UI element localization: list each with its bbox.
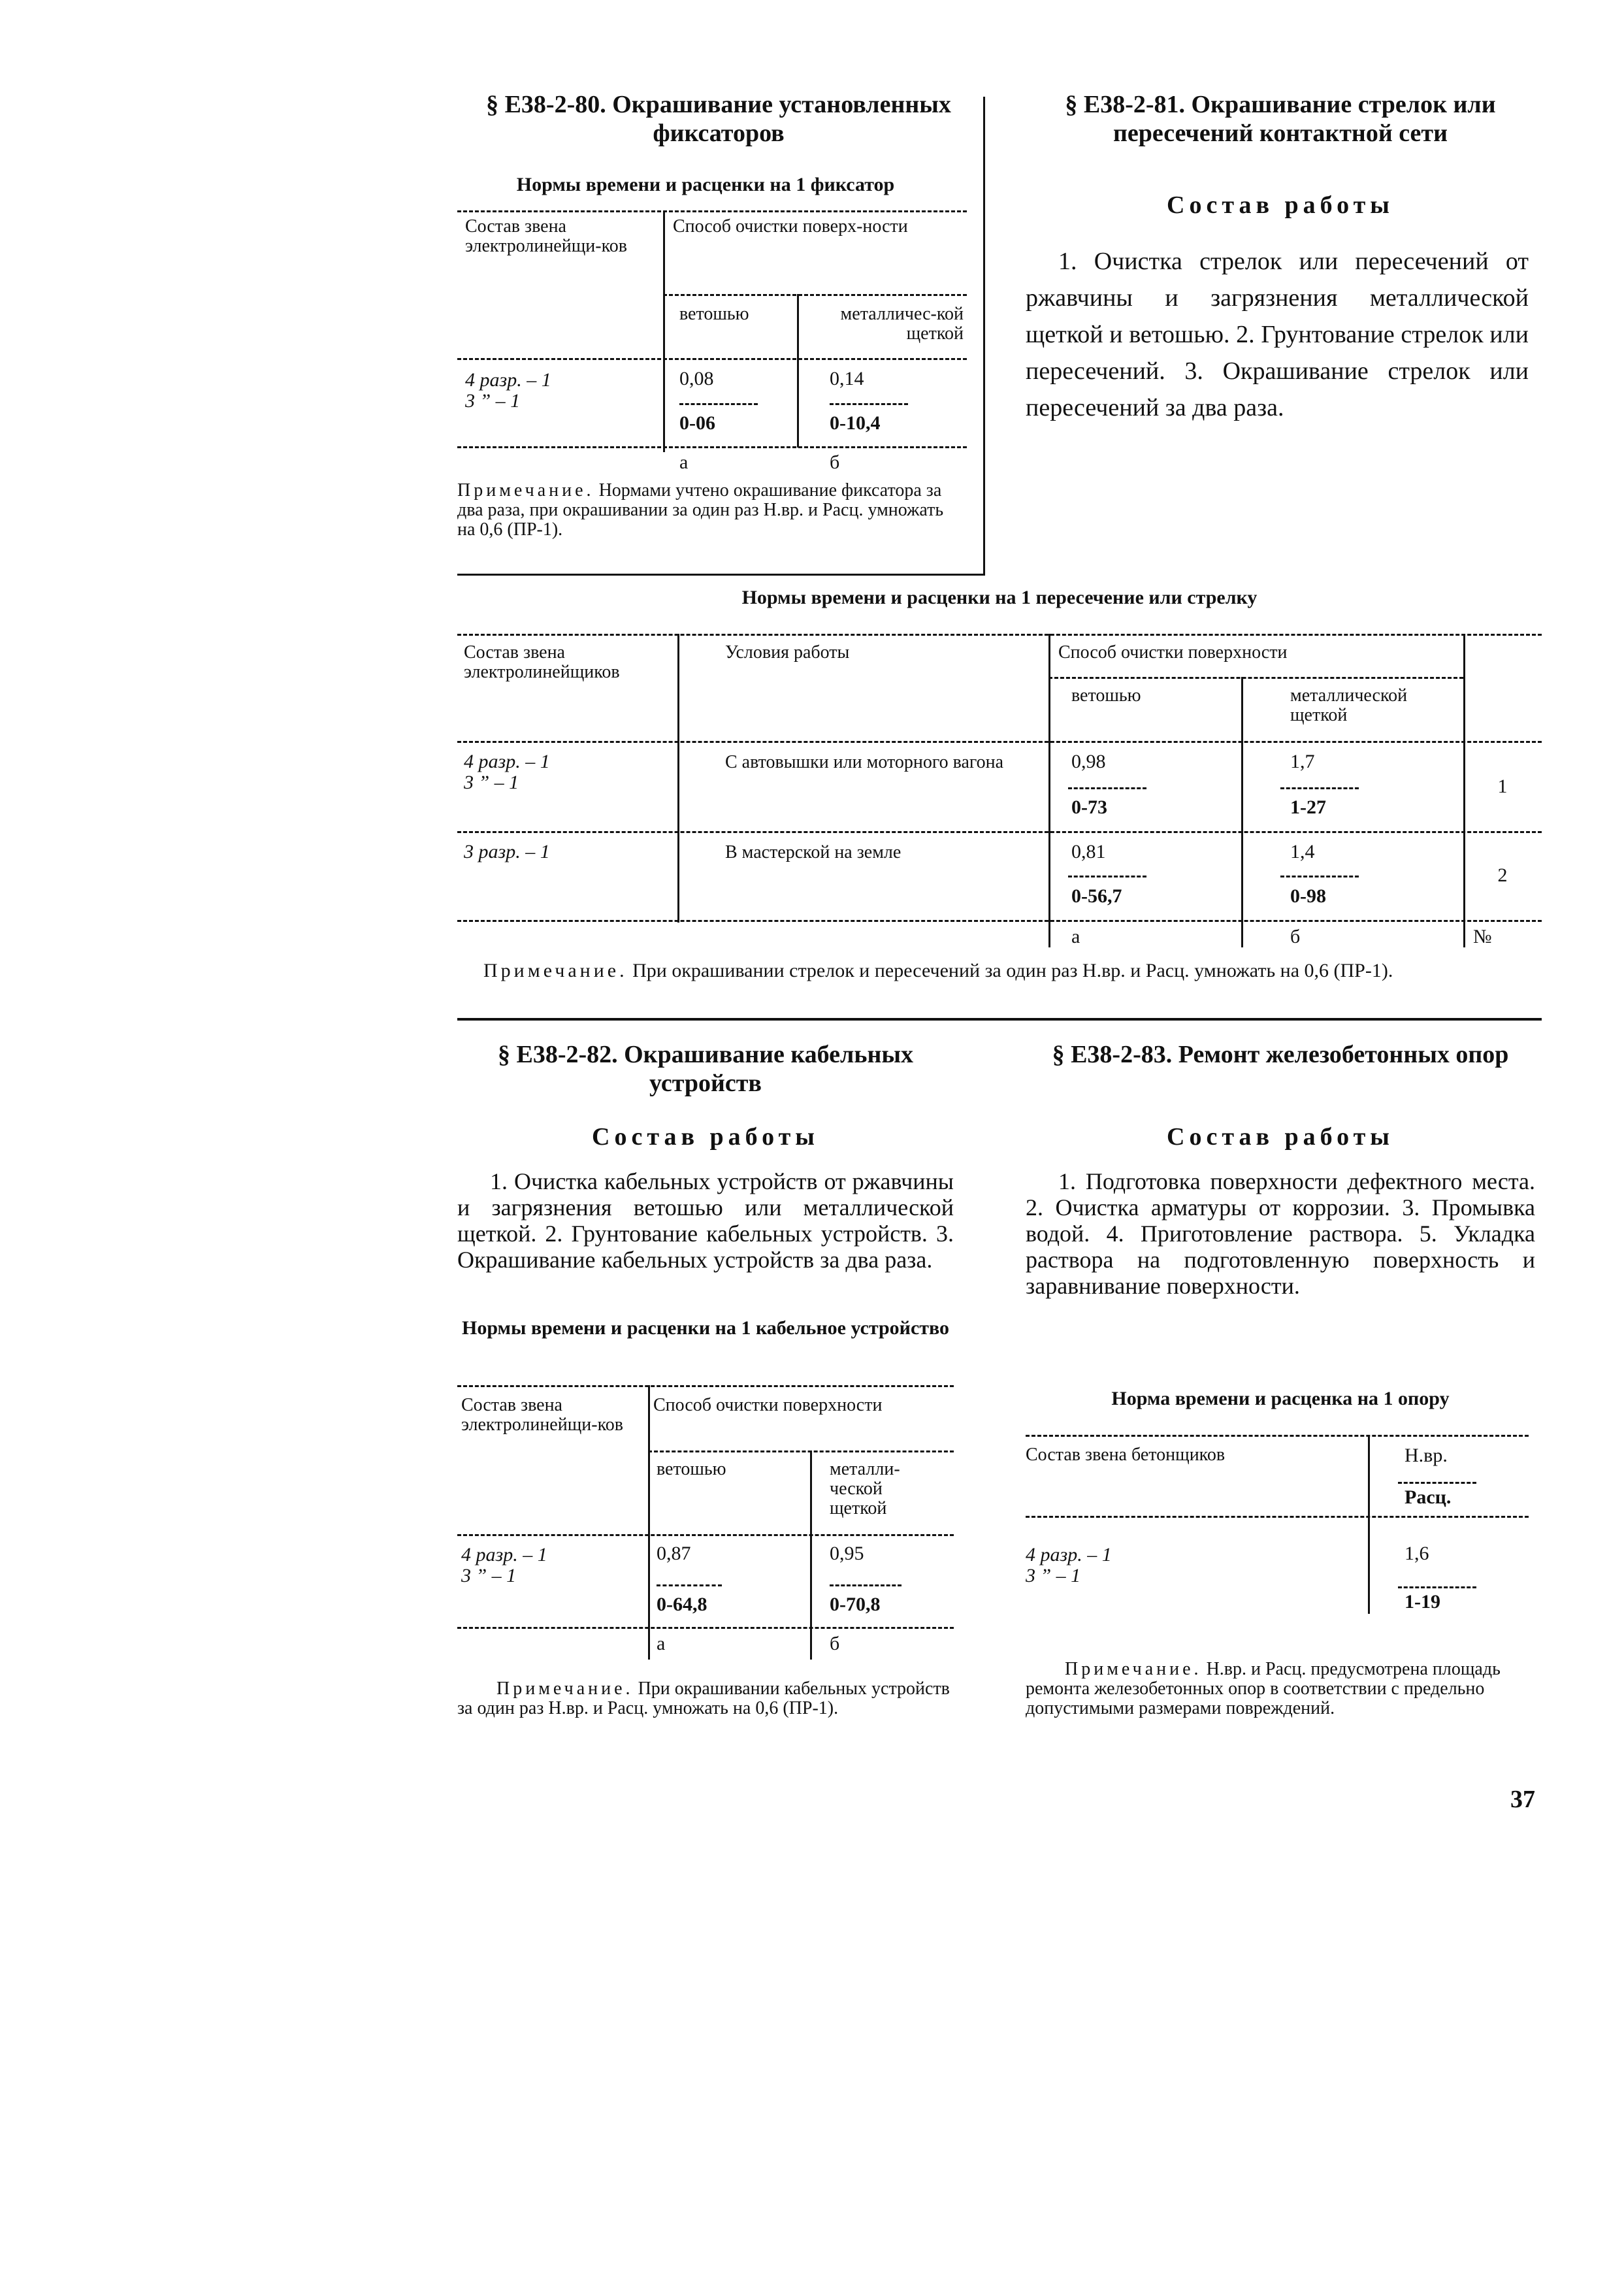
page-number: 37 (1510, 1786, 1535, 1813)
s83-col-nvr: Н.вр. (1405, 1445, 1448, 1466)
s80-crew-1: 4 разр. – 1 (465, 369, 551, 391)
s81-r1-a-rasc: 0-73 (1071, 796, 1107, 818)
s81-r2-a-rasc: 0-56,7 (1071, 885, 1122, 907)
s80-a-rasc: 0-06 (679, 412, 715, 434)
s83-note-head: Примечание. (1065, 1659, 1202, 1679)
s80-a-nvr: 0,08 (679, 368, 714, 389)
s81-norms-caption: Нормы времени и расценки на 1 пересечение или стрелку (741, 587, 1258, 608)
s82-label-b: б (830, 1633, 840, 1654)
s80-label-a: а (679, 451, 689, 473)
s81-col-b: металлической щеткой (1290, 685, 1408, 725)
s83-crew-1: 4 разр. – 1 (1026, 1544, 1112, 1565)
s80-b-nvr: 0,14 (830, 368, 864, 389)
s81-r2-cond: В мастерской на земле (725, 842, 901, 862)
s81-note (457, 960, 1542, 981)
s80-label-b: б (830, 451, 840, 473)
s83-col-rasc: Расц. (1405, 1486, 1452, 1508)
s82-norms-caption: Нормы времени и расценки на 1 кабельное устройство (461, 1317, 950, 1339)
s83-crew-2: 3 ” – 1 (1026, 1565, 1081, 1586)
s80-col-a: ветошью (679, 304, 749, 324)
s81-col-cond: Условия работы (725, 642, 850, 663)
s81-r1-b-rasc: 1-27 (1290, 796, 1326, 818)
s81-col-crew: Состав звена электролинейщиков (464, 642, 620, 682)
s81-label-b: б (1290, 926, 1301, 947)
s82-a-rasc: 0-64,8 (657, 1594, 707, 1615)
s80-b-rasc: 0-10,4 (830, 412, 881, 434)
s82-note-text: При окрашивании кабельных устройств за один раз Н.вр. и Расц. умножать на 0,6 (ПР-1). (457, 1679, 950, 1718)
s83-note-text: Н.вр. и Расц. предусмотрена площадь ремонта железобетонных опор в соответствии с предельно допустимыми размерами повреждений. (1026, 1659, 1501, 1718)
s81-sostav-heading: Состав работы (1167, 191, 1394, 219)
s82-crew-1: 4 разр. – 1 (461, 1544, 547, 1565)
s82-col-crew: Состав звена электролинейщи-ков (461, 1395, 623, 1435)
s81-r2-num: 2 (1497, 864, 1508, 886)
s82-label-a: а (657, 1633, 666, 1654)
s83-note (1026, 1660, 1535, 1718)
s80-note-head: Примечание. (457, 480, 594, 500)
s82-b-nvr: 0,95 (830, 1543, 864, 1564)
s82-crew-2: 3 ” – 1 (461, 1565, 517, 1586)
s83-norms-caption: Норма времени и расценка на 1 опору (1111, 1388, 1450, 1409)
s80-title: § Е38-2-80. Окрашивание установленных фиксаторов (486, 91, 951, 147)
s82-note (457, 1679, 954, 1718)
s82-a-nvr: 0,87 (657, 1543, 691, 1564)
s80-col-crew: Состав звена электролинейщи-ков (465, 216, 627, 256)
s83-col-crew: Состав звена бетонщиков (1026, 1445, 1226, 1465)
s81-r1-crew-2: 3 ” – 1 (464, 772, 519, 793)
s81-label-no: № (1473, 926, 1492, 947)
s82-col-b: металли-ческой щеткой (830, 1459, 900, 1518)
s80-col-method: Способ очистки поверх-ности (673, 216, 908, 237)
s81-label-a: а (1071, 926, 1080, 947)
s83-nvr: 1,6 (1405, 1543, 1429, 1564)
s82-title: § Е38-2-82. Окрашивание кабельных устройств (497, 1041, 914, 1097)
s81-work: 1. Очистка стрелок или пересечений от ржавчины и загрязнения металлической щеткой и ветошью. 2. Грунтование стрелок или пересечений. 3. Окрашивание стрелок или пересечений за два раза. (1026, 248, 1529, 421)
section-divider (457, 1018, 1542, 1021)
s82-col-a: ветошью (657, 1459, 726, 1479)
s81-r1-num: 1 (1497, 776, 1508, 797)
s80-note-text: Нормами учтено окрашивание фиксатора за два раза, при окрашивании за один раз Н.вр. и Расц. умножать на 0,6 (ПР-1). (457, 480, 944, 540)
s81-r2-b-nvr: 1,4 (1290, 841, 1315, 862)
s83-title: § Е38-2-83. Ремонт железобетонных опор (1052, 1041, 1509, 1068)
s80-crew-2: 3 ” – 1 (465, 390, 521, 412)
s81-col-a: ветошью (1071, 685, 1141, 706)
s81-r1-cond: С автовышки или моторного вагона (725, 752, 1004, 772)
s83-rasc: 1-19 (1405, 1591, 1440, 1613)
s82-work: 1. Очистка кабельных устройств от ржавчины и загрязнения ветошью или металлической щеткой. 2. Грунтование кабельных устройств. 3. Окрашивание кабельных устройств за два раза. (457, 1168, 954, 1273)
s81-r2-a-nvr: 0,81 (1071, 841, 1106, 862)
s82-col-method: Способ очистки поверхности (653, 1395, 883, 1415)
s80-col-b: металличес-кой щеткой (840, 304, 964, 344)
s81-r1-a-nvr: 0,98 (1071, 751, 1106, 772)
column-divider (983, 97, 985, 575)
s81-r1-crew-1: 4 разр. – 1 (464, 751, 550, 772)
s83-work: 1. Подготовка поверхности дефектного места. 2. Очистка арматуры от коррозии. 3. Промывка водой. 4. Приготовление раствора. 5. Укладка раствора на подготовленную поверхность и заравнивание поверхности. (1026, 1168, 1535, 1299)
s81-r2-crew: 3 разр. – 1 (464, 841, 550, 862)
s81-r1-b-nvr: 1,7 (1290, 751, 1315, 772)
s82-sostav-heading: Состав работы (592, 1123, 819, 1151)
s81-r2-b-rasc: 0-98 (1290, 885, 1326, 907)
s80-bottom-rule (457, 574, 985, 576)
s82-b-rasc: 0-70,8 (830, 1594, 881, 1615)
s81-note-head: Примечание. (483, 960, 628, 981)
s80-norms-caption: Нормы времени и расценки на 1 фиксатор (516, 174, 895, 195)
s83-sostav-heading: Состав работы (1167, 1123, 1394, 1151)
s81-col-method: Способ очистки поверхности (1058, 642, 1288, 663)
s81-note-text: При окрашивании стрелок и пересечений за один раз Н.вр. и Расц. умножать на 0,6 (ПР-1). (632, 960, 1393, 981)
s81-title: § Е38-2-81. Окрашивание стрелок или пересечений контактной сети (1065, 91, 1496, 147)
s82-note-head: Примечание. (496, 1679, 634, 1699)
s80-note (457, 481, 954, 540)
